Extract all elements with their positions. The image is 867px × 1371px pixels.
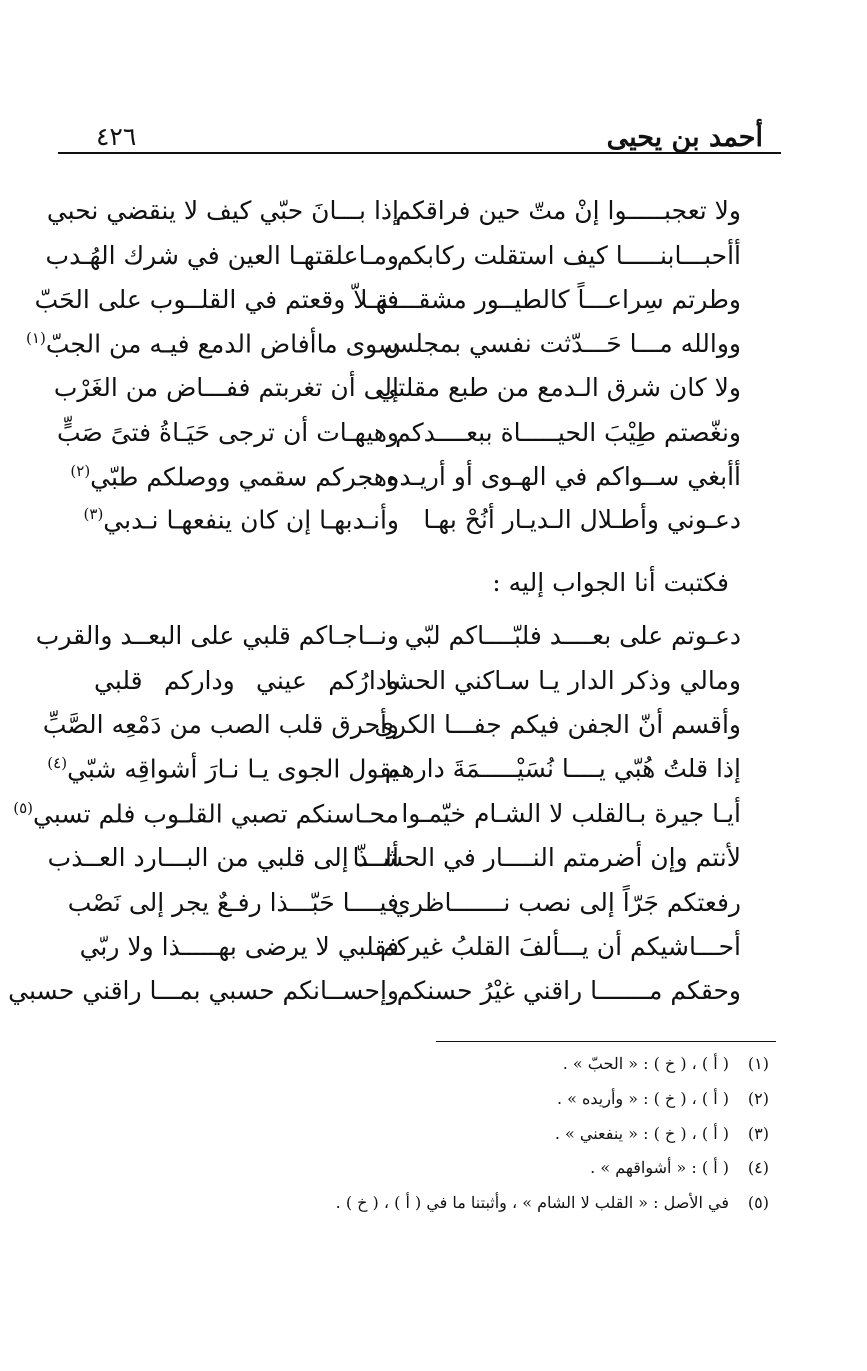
footnote-text: في الأصل : « القلب لا الشام » ، وأثبتنا ما في ( أ ) ، ( خ ) . — [335, 1193, 729, 1212]
verse-hemistich-left: ونــاجـاكم قلبي على البعــد والقرب — [35, 621, 399, 650]
footnote-number: (١) — [747, 1054, 769, 1073]
footnote-text: ( أ ) ، ( خ ) : « وأريده » . — [556, 1089, 729, 1108]
reply-intro: فكتبت أنا الجواب إليه : — [492, 568, 729, 597]
verse-hemistich-left: وهيهـات أن ترجى حَيَـاةُ فتىً صَبٍّ — [56, 418, 399, 447]
verse-hemistich-left — [47, 754, 399, 784]
footnote-text: ( أ ) ، ( خ ) : « ينفعني » . — [554, 1124, 729, 1143]
verse-hemistich-right: رفعتكم جَرّاً إلى نصب نـــــــاظري — [391, 888, 741, 917]
footnote-ref: (١) — [26, 329, 46, 347]
verse-hemistich-left: فهـلاّ وقعتم في القلــوب على الحَبّ — [34, 285, 399, 314]
verse-hemistich-left: ومـاعلقتهـا العين في شرك الهُـدب — [45, 241, 399, 270]
verse-hemistich-right: ووالله مـــا حَـــدّثت نفسي بمجلس — [383, 329, 741, 358]
footnote-number: (٢) — [747, 1089, 769, 1108]
verse-hemistich-left: ألــذّ إلى قلبي من البـــارد العــذب — [47, 843, 399, 872]
verse-hemistich-left: فقلبي لا يرضى بهـــــذا ولا ربّي — [79, 932, 399, 961]
verse-hemistich-right: أأبغي ســواكم في الهـوى أو أريـده — [386, 462, 741, 491]
footnote — [590, 1158, 769, 1177]
verse-hemistich-right: لأنتم وإن أضرمتم النــــار في الحشـــا — [352, 843, 741, 872]
verse-hemistich-right: إذا قلتُ هُبّي يــــا نُسَيْـــــمَةَ دارهم — [384, 754, 741, 783]
footnote-text: ( أ ) : « أشواقهم » . — [590, 1158, 729, 1177]
verse-hemistich-left: إلى أن تغربتم ففـــاض من الغَرْب — [53, 373, 399, 402]
verse-hemistich-right: دعـوني وأطـلال الـديـار أنُحْ بهـا — [423, 505, 741, 534]
verse-hemistich-right: أأحبـــابنـــــا كيف استقلت ركابكم — [396, 241, 741, 270]
verse-text: محـاسنكم تصبي القلـوب فلم تسبي — [33, 799, 399, 829]
verse-hemistich-left: إذا بـــانَ حبّي كيف لا ينقضي نحبي — [46, 196, 399, 225]
footnote — [336, 1193, 769, 1212]
verse-hemistich-right: وحقكم مـــــــا راقني غيْرُ حسنكم — [396, 976, 741, 1005]
footnote-number: (٣) — [747, 1124, 769, 1143]
page-number: ٤٢٦ — [96, 122, 137, 151]
verse-hemistich-left: ودارُكم عيني وداركم قلبي — [94, 666, 399, 695]
footnote-ref: (٥) — [13, 799, 34, 817]
verse-hemistich-right: ومالي وذكر الدار يـا سـاكني الحشا — [385, 666, 741, 695]
verse-hemistich-right: وطرتم سِراعـــاً كالطيــور مشقــــة — [375, 285, 741, 314]
verse-text: وهجركم سقمي ووصلكم طبّي — [90, 462, 399, 492]
verse-hemistich-right: وأقسم أنّ الجفن فيكم جفـــا الكرى — [374, 710, 741, 739]
verse-hemistich-left: فيــــا حَبّـــذا رفـعٌ يجر إلى نَصْب — [67, 888, 399, 917]
verse-text: سوى ماأفاض الدمع فيـه من الجبّ — [45, 329, 399, 359]
footnote — [563, 1054, 769, 1073]
verse-hemistich-right: دعـوتم على بعــــد فلبّــــاكم لبّي — [404, 621, 741, 650]
footnote — [557, 1089, 769, 1108]
verse-hemistich-right: ولا كان شرق الـدمع من طبع مقلتي — [377, 373, 741, 402]
verse-hemistich-right: أحـــاشيكم أن يـــألفَ القلبُ غيركم — [379, 932, 741, 961]
page-header-title: أحمد بن يحيى — [606, 122, 763, 153]
footnote — [555, 1124, 769, 1143]
verse-hemistich-left — [83, 505, 399, 535]
verse-text: وأنـدبهـا إن كان ينفعهـا نـدبي — [103, 505, 399, 535]
verse-hemistich-left — [13, 799, 399, 829]
footnote-rule — [436, 1041, 776, 1042]
footnote-number: (٤) — [747, 1158, 769, 1177]
verse-hemistich-left: وأحرق قلب الصب من دَمْعِه الصَّبِّ — [42, 710, 399, 739]
verse-hemistich-left: وإحســانكم حسبي بمـــا راقني حسبي — [8, 976, 399, 1005]
footnote-ref: (٣) — [83, 505, 104, 523]
header-rule — [58, 152, 781, 154]
verse-hemistich-right: ولا تعجبـــــوا إنْ متّ حين فراقكم — [395, 196, 741, 225]
verse-hemistich-right: أيـا جيرة بـالقلب لا الشـام خيّمـوا — [401, 799, 741, 828]
verse-hemistich-left — [26, 329, 399, 359]
verse-hemistich-right: ونغّصتم طِيْبَ الحيـــــاة ببعــــدكم — [395, 418, 741, 447]
verse-text: يقول الجوى يـا نـارَ أشواقِه شبّي — [67, 754, 399, 784]
footnote-number: (٥) — [747, 1193, 769, 1212]
verse-hemistich-left — [70, 462, 399, 492]
footnote-ref: (٤) — [47, 754, 68, 772]
footnote-text: ( أ ) ، ( خ ) : « الحبّ » . — [562, 1054, 729, 1073]
footnote-ref: (٢) — [70, 462, 91, 480]
